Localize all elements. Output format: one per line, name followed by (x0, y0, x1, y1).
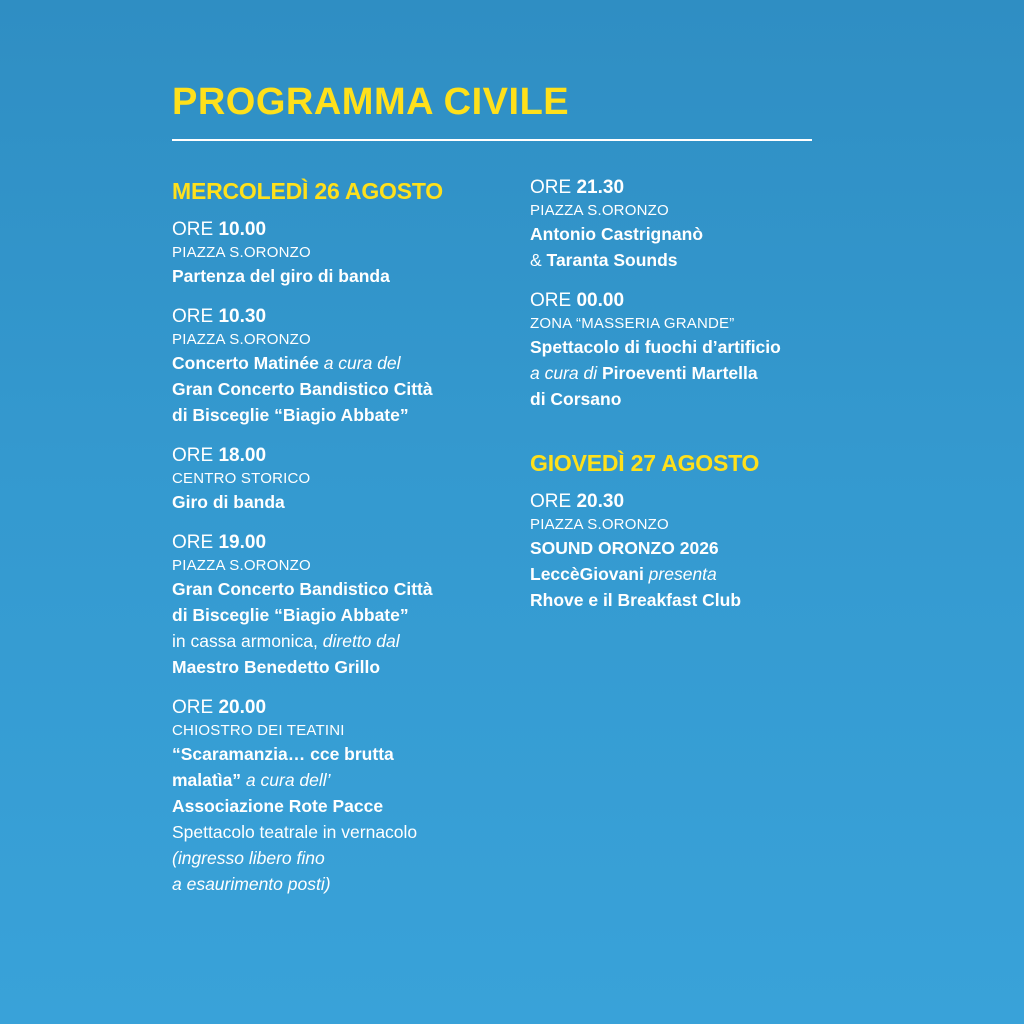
text-segment: Giro di banda (172, 492, 285, 512)
text-segment: Associazione Rote Pacce (172, 796, 384, 816)
text-segment: Gran Concerto Bandistico Città (172, 579, 433, 599)
time-value: 00.00 (576, 290, 625, 311)
event-time (172, 531, 512, 555)
event-description-line (172, 628, 512, 654)
event-description-line (530, 221, 850, 247)
event-description-line (530, 386, 850, 412)
event-location: PIAZZA S.ORONZO (530, 202, 669, 219)
event-list (172, 218, 512, 897)
event-time (530, 490, 850, 514)
text-segment: a cura dell’ (241, 770, 331, 790)
event-location: PIAZZA S.ORONZO (172, 557, 311, 574)
event-description-line (172, 819, 512, 845)
time-value: 20.00 (218, 697, 267, 718)
event-time (172, 696, 512, 720)
time-prefix: ORE (172, 306, 214, 327)
text-segment: di Bisceglie “Biagio Abbate” (172, 605, 409, 625)
event-description-line (172, 845, 512, 871)
page-title: PROGRAMMA CIVILE (172, 81, 570, 123)
event-item (172, 696, 512, 897)
text-segment: a cura del (318, 353, 401, 373)
event-item (530, 176, 850, 273)
event-description-line (172, 793, 512, 819)
event-list (530, 490, 850, 613)
time-prefix: ORE (172, 697, 214, 718)
event-item (530, 289, 850, 412)
event-time (530, 289, 850, 313)
event-description-line (172, 602, 512, 628)
text-segment: & (530, 250, 547, 270)
event-description-line (530, 535, 850, 561)
event-description-line (530, 587, 850, 613)
time-prefix: ORE (530, 491, 572, 512)
text-segment: (ingresso libero fino (172, 848, 325, 868)
text-segment: presenta (643, 564, 717, 584)
event-item (172, 218, 512, 289)
event-location: CENTRO STORICO (172, 470, 311, 487)
right-column (530, 176, 850, 629)
event-description-line (172, 402, 512, 428)
event-description-line (530, 360, 850, 386)
text-segment: Partenza del giro di banda (172, 266, 390, 286)
time-prefix: ORE (172, 532, 214, 553)
event-location: ZONA “MASSERIA GRANDE” (530, 315, 735, 332)
time-prefix: ORE (172, 445, 214, 466)
event-time (530, 176, 850, 200)
event-description-line (530, 247, 850, 273)
title-divider (172, 139, 812, 141)
text-segment: malatìa” (172, 770, 242, 790)
text-segment: Concerto Matinée (172, 353, 319, 373)
event-time (172, 305, 512, 329)
event-description-line (172, 263, 512, 289)
text-segment: “Scaramanzia… cce brutta (172, 744, 394, 764)
time-value: 19.00 (218, 532, 267, 553)
event-description-line (530, 334, 850, 360)
time-prefix: ORE (530, 177, 572, 198)
event-description-line (172, 350, 512, 376)
event-item (172, 444, 512, 515)
event-description-line (172, 489, 512, 515)
event-description-line (172, 376, 512, 402)
text-segment: Gran Concerto Bandistico Città (172, 379, 433, 399)
event-item (172, 305, 512, 428)
text-segment: Piroeventi Martella (601, 363, 758, 383)
event-location: PIAZZA S.ORONZO (530, 516, 669, 533)
event-description-line (172, 576, 512, 602)
event-item (530, 490, 850, 613)
text-segment: Taranta Sounds (546, 250, 678, 270)
event-description-line (172, 871, 512, 897)
text-segment: Maestro Benedetto Grillo (172, 657, 381, 677)
text-segment: Antonio Castrignanò (530, 224, 704, 244)
text-segment: a esaurimento posti) (172, 874, 331, 894)
event-location: PIAZZA S.ORONZO (172, 331, 311, 348)
text-segment: diretto dal (322, 631, 400, 651)
text-segment: di Bisceglie “Biagio Abbate” (172, 405, 409, 425)
text-segment: Rhove e il Breakfast Club (530, 590, 742, 610)
event-description-line (172, 741, 512, 767)
text-segment: Spettacolo di fuochi d’artificio (530, 337, 781, 357)
text-segment: Spettacolo teatrale in vernacolo (172, 822, 418, 842)
text-segment: in cassa armonica, (172, 631, 323, 651)
text-segment: SOUND ORONZO 2026 (530, 538, 719, 558)
event-description-line (172, 654, 512, 680)
event-location: CHIOSTRO DEI TEATINI (172, 722, 345, 739)
event-description-line (172, 767, 512, 793)
event-list (530, 176, 850, 412)
text-segment: a cura di (530, 363, 602, 383)
time-value: 20.30 (576, 491, 625, 512)
time-prefix: ORE (530, 290, 572, 311)
text-segment: LeccèGiovani (530, 564, 644, 584)
time-value: 10.00 (218, 219, 267, 240)
event-location: PIAZZA S.ORONZO (172, 244, 311, 261)
day-heading: MERCOLEDÌ 26 AGOSTO (172, 178, 443, 204)
time-value: 18.00 (218, 445, 267, 466)
day-heading: GIOVEDÌ 27 AGOSTO (530, 450, 760, 476)
time-prefix: ORE (172, 219, 214, 240)
left-column (172, 174, 512, 913)
event-description-line (530, 561, 850, 587)
time-value: 10.30 (218, 306, 267, 327)
event-time (172, 218, 512, 242)
text-segment: di Corsano (530, 389, 622, 409)
time-value: 21.30 (576, 177, 625, 198)
event-item (172, 531, 512, 680)
event-time (172, 444, 512, 468)
